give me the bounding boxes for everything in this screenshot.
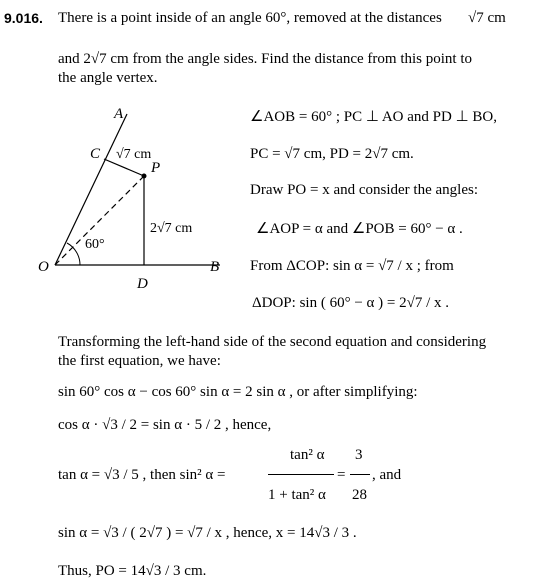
label-p: P xyxy=(151,160,161,176)
label-angle: 60° xyxy=(85,237,105,252)
problem-line-3: the angle vertex. xyxy=(58,70,158,86)
point-p xyxy=(142,174,147,179)
fraction-1-bar xyxy=(268,474,334,475)
triangle-cop-line: From ΔCOP: sin α = √7 / x ; from xyxy=(250,258,454,274)
solution-line-2: the first equation, we have: xyxy=(58,353,221,369)
fraction-2-numerator: 3 xyxy=(355,447,363,463)
fraction-1-denominator: 1 + tan² α xyxy=(268,487,326,503)
equation-line-4: sin α = √3 / ( 2√7 ) = √7 / x , hence, x = 14√3 / 3 . xyxy=(58,525,357,541)
given-angle-line: ∠AOB = 60° ; PC ⊥ AO and PD ⊥ BO, xyxy=(250,109,497,125)
equation-line-1: sin 60° cos α − cos 60° sin α = 2 sin α , or after simplifying: xyxy=(58,384,418,400)
fraction-1-numerator: tan² α xyxy=(290,447,325,463)
equals-sign: = xyxy=(337,467,346,483)
label-d: D xyxy=(137,276,148,292)
equation-line-2: cos α · √3 / 2 = sin α · 5 / 2 , hence, xyxy=(58,417,272,433)
label-c: C xyxy=(90,146,101,162)
label-a: A xyxy=(114,106,124,122)
geometry-figure xyxy=(30,100,245,300)
construction-line: Draw PO = x and consider the angles: xyxy=(250,182,478,198)
label-b: B xyxy=(210,259,220,275)
label-cp-length: √7 cm xyxy=(116,147,152,162)
final-answer: Thus, PO = 14√3 / 3 cm. xyxy=(58,563,207,579)
angle-arc xyxy=(67,243,80,265)
problem-line-1: There is a point inside of an angle 60°, removed at the distances xyxy=(58,10,442,26)
fraction-2-denominator: 28 xyxy=(352,487,367,503)
solution-line-1: Transforming the left-hand side of the second equation and considering xyxy=(58,334,487,350)
problem-line-1-tail: √7 cm xyxy=(468,10,506,26)
angles-line: ∠AOP = α and ∠POB = 60° − α . xyxy=(256,221,463,237)
problem-line-2: and 2√7 cm from the angle sides. Find the distance from this point to xyxy=(58,51,472,67)
given-lengths-line: PC = √7 cm, PD = 2√7 cm. xyxy=(250,146,414,162)
equation-line-3-suffix: , and xyxy=(372,467,402,483)
fraction-2-bar xyxy=(350,474,370,475)
label-pd-length: 2√7 cm xyxy=(150,221,193,236)
equation-line-3-prefix: tan α = √3 / 5 , then sin² α = xyxy=(58,467,226,483)
label-o: O xyxy=(38,259,49,275)
problem-number: 9.016. xyxy=(4,10,43,26)
triangle-dop-line: ΔDOP: sin ( 60° − α ) = 2√7 / x . xyxy=(252,295,449,311)
